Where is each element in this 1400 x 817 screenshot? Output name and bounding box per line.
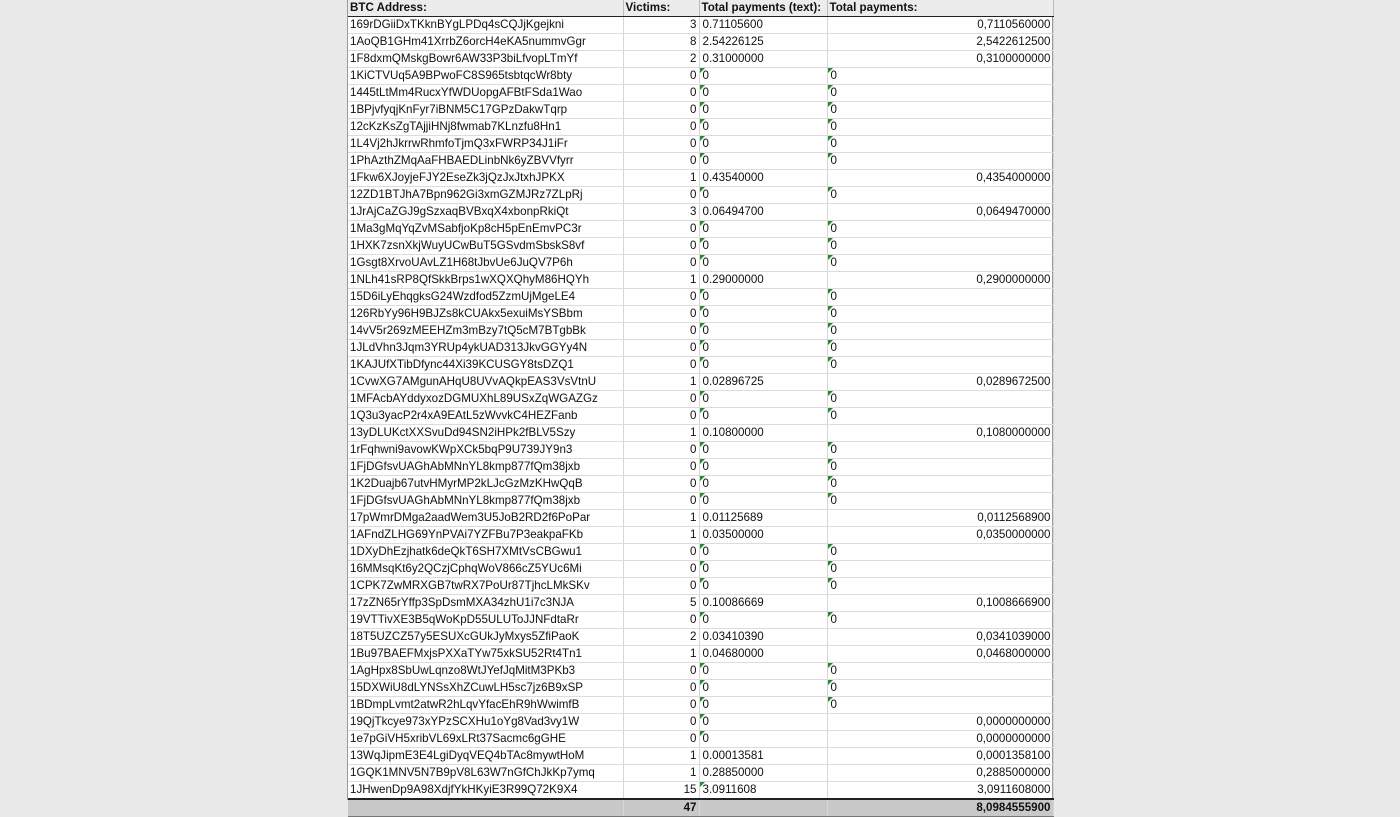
btc-address-cell[interactable]: 1Gsgt8XrvoUAvLZ1H68tJbvUe6JuQV7P6h	[348, 255, 623, 272]
payments-text-cell[interactable]: 0.29000000	[699, 272, 827, 289]
btc-address-cell[interactable]: 1FjDGfsvUAGhAbMNnYL8kmp877fQm38jxb	[348, 459, 623, 476]
victims-cell[interactable]: 0	[623, 578, 699, 595]
btc-address-cell[interactable]: 1K2Duajb67utvHMyrMP2kLJcGzMzKHwQqB	[348, 476, 623, 493]
victims-cell[interactable]: 3	[623, 204, 699, 221]
payments-text-cell[interactable]: 0	[699, 493, 827, 510]
payments-total-cell[interactable]: 0	[827, 680, 1053, 697]
btc-address-cell[interactable]: 15D6iLyEhqgksG24Wzdfod5ZzmUjMgeLE4	[348, 289, 623, 306]
victims-cell[interactable]: 1	[623, 170, 699, 187]
table-row	[348, 663, 1053, 680]
victims-cell[interactable]: 0	[623, 255, 699, 272]
victims-cell[interactable]: 0	[623, 612, 699, 629]
payments-text-cell[interactable]: 0	[699, 153, 827, 170]
victims-cell[interactable]: 0	[623, 357, 699, 374]
table-row	[348, 697, 1053, 714]
payments-text-cell[interactable]: 0	[699, 612, 827, 629]
payments-text-cell[interactable]: 0	[699, 255, 827, 272]
payments-total-cell[interactable]: 0	[827, 238, 1053, 255]
btc-address-cell[interactable]: 1KiCTVUq5A9BPwoFC8S965tsbtqcWr8bty	[348, 68, 623, 85]
payments-text-cell[interactable]: 0	[699, 289, 827, 306]
victims-cell[interactable]: 0	[623, 476, 699, 493]
btc-address-cell[interactable]: 1BPjvfyqjKnFyr7iBNM5C17GPzDakwTqrp	[348, 102, 623, 119]
table-row	[348, 221, 1053, 238]
payments-text-cell[interactable]: 3.0911608	[699, 782, 827, 800]
payments-text-cell[interactable]: 0.03500000	[699, 527, 827, 544]
payments-text-cell[interactable]: 0	[699, 697, 827, 714]
payments-total-cell[interactable]: 0,0341039000	[827, 629, 1053, 646]
victims-cell[interactable]: 5	[623, 595, 699, 612]
table-row	[348, 85, 1053, 102]
table-row	[348, 425, 1053, 442]
table-row	[348, 255, 1053, 272]
payments-total-cell[interactable]: 0	[827, 391, 1053, 408]
table-row	[348, 136, 1053, 153]
payments-total-cell[interactable]: 0	[827, 255, 1053, 272]
table-row	[348, 68, 1053, 85]
payments-total-cell[interactable]: 0	[827, 663, 1053, 680]
victims-cell[interactable]: 0	[623, 187, 699, 204]
payments-text-cell[interactable]: 0	[699, 306, 827, 323]
victims-cell[interactable]: 0	[623, 663, 699, 680]
payments-total-cell[interactable]: 0,0000000000	[827, 714, 1053, 731]
payments-total-cell[interactable]: 0	[827, 459, 1053, 476]
payments-total-cell[interactable]: 0	[827, 68, 1053, 85]
payments-text-cell[interactable]: 0	[699, 578, 827, 595]
victims-cell[interactable]: 1	[623, 527, 699, 544]
payments-total-cell[interactable]: 0,0350000000	[827, 527, 1053, 544]
header-victims[interactable]: Victims:	[623, 0, 699, 17]
btc-address-cell[interactable]: 1e7pGiVH5xribVL69xLRt37Sacmc6gGHE	[348, 731, 623, 748]
payments-total-cell[interactable]: 0,0000000000	[827, 731, 1053, 748]
payments-text-cell[interactable]: 0	[699, 680, 827, 697]
table-row	[348, 748, 1053, 765]
victims-cell[interactable]: 0	[623, 544, 699, 561]
btc-address-cell[interactable]: 1PhAzthZMqAaFHBAEDLinbNk6yZBVVfyrr	[348, 153, 623, 170]
table-row	[348, 34, 1053, 51]
payments-text-cell[interactable]: 0.06494700	[699, 204, 827, 221]
payments-total-cell[interactable]: 0	[827, 306, 1053, 323]
btc-address-cell[interactable]: 1Q3u3yacP2r4xA9EAtL5zWvvkC4HEZFanb	[348, 408, 623, 425]
btc-address-cell[interactable]: 1Ma3gMqYqZvMSabfjoKp8cH5pEnEmvPC3r	[348, 221, 623, 238]
victims-cell[interactable]: 1	[623, 765, 699, 782]
payments-text-cell[interactable]: 0.10086669	[699, 595, 827, 612]
table-row	[348, 204, 1053, 221]
payments-text-cell[interactable]: 0	[699, 391, 827, 408]
victims-cell[interactable]: 1	[623, 646, 699, 663]
payments-total-cell[interactable]: 0	[827, 323, 1053, 340]
payments-total-cell[interactable]: 0	[827, 476, 1053, 493]
table-row	[348, 272, 1053, 289]
victims-cell[interactable]: 0	[623, 680, 699, 697]
payments-text-cell[interactable]: 2.54226125	[699, 34, 827, 51]
table-row	[348, 714, 1053, 731]
table-row	[348, 680, 1053, 697]
victims-cell[interactable]: 1	[623, 374, 699, 391]
victims-cell[interactable]: 0	[623, 102, 699, 119]
table-row	[348, 306, 1053, 323]
btc-address-cell[interactable]: 13WqJipmE3E4LgiDyqVEQ4bTAc8mywtHoM	[348, 748, 623, 765]
spreadsheet	[347, 0, 1053, 814]
btc-address-cell[interactable]: 14vV5r269zMEEHZm3mBzy7tQ5cM7BTgbBk	[348, 323, 623, 340]
payments-text-cell[interactable]: 0.00013581	[699, 748, 827, 765]
victims-total[interactable]: 47	[623, 799, 699, 817]
payments-total-cell[interactable]: 0,7110560000	[827, 17, 1053, 34]
payments-total-cell[interactable]: 0	[827, 187, 1053, 204]
btc-address-cell[interactable]: 1F8dxmQMskgBowr6AW33P3biLfvopLTmYf	[348, 51, 623, 68]
payments-total-cell[interactable]: 0	[827, 85, 1053, 102]
payments-text-cell[interactable]: 0.71105600	[699, 17, 827, 34]
victims-cell[interactable]: 0	[623, 68, 699, 85]
totals-row	[348, 799, 1053, 817]
btc-payments-table	[348, 0, 1054, 817]
payments-total-cell[interactable]: 0	[827, 408, 1053, 425]
payments-total-cell[interactable]: 0	[827, 493, 1053, 510]
btc-address-cell[interactable]: 1KAJUfXTibDfync44Xi39KCUSGY8tsDZQ1	[348, 357, 623, 374]
victims-cell[interactable]: 1	[623, 510, 699, 527]
victims-cell[interactable]: 0	[623, 731, 699, 748]
payments-total-cell[interactable]: 0	[827, 544, 1053, 561]
payments-text-cell[interactable]: 0	[699, 238, 827, 255]
payments-total-cell[interactable]: 0,1080000000	[827, 425, 1053, 442]
payments-text-cell[interactable]: 0.01125689	[699, 510, 827, 527]
table-row	[348, 238, 1053, 255]
payments-total-cell[interactable]: 0	[827, 578, 1053, 595]
payments-text-cell[interactable]: 0	[699, 442, 827, 459]
totals-empty-cell[interactable]	[699, 799, 827, 817]
btc-address-cell[interactable]: 126RbYy96H9BJZs8kCUAkx5exuiMsYSBbm	[348, 306, 623, 323]
payments-text-cell[interactable]: 0	[699, 476, 827, 493]
btc-address-cell[interactable]: 1AgHpx8SbUwLqnzo8WtJYefJqMitM3PKb3	[348, 663, 623, 680]
table-row	[348, 374, 1053, 391]
table-row	[348, 119, 1053, 136]
btc-address-cell[interactable]: 17pWmrDMga2aadWem3U5JoB2RD2f6PoPar	[348, 510, 623, 527]
victims-cell[interactable]: 3	[623, 17, 699, 34]
payments-text-cell[interactable]: 0	[699, 561, 827, 578]
table-body	[348, 17, 1053, 800]
payments-text-cell[interactable]: 0	[699, 731, 827, 748]
payments-total-cell[interactable]: 0	[827, 612, 1053, 629]
payments-text-cell[interactable]: 0	[699, 544, 827, 561]
payments-total-cell[interactable]: 0	[827, 153, 1053, 170]
payments-text-cell[interactable]: 0.03410390	[699, 629, 827, 646]
table-row	[348, 731, 1053, 748]
btc-address-cell[interactable]: 1DXyDhEzjhatk6deQkT6SH7XMtVsCBGwu1	[348, 544, 623, 561]
btc-address-cell[interactable]: 169rDGiiDxTKknBYgLPDq4sCQJjKgejkni	[348, 17, 623, 34]
payments-total-cell[interactable]: 0,0289672500	[827, 374, 1053, 391]
victims-cell[interactable]: 0	[623, 238, 699, 255]
table-row	[348, 357, 1053, 374]
payments-total-cell[interactable]: 0,0649470000	[827, 204, 1053, 221]
table-row	[348, 527, 1053, 544]
payments-text-cell[interactable]: 0	[699, 187, 827, 204]
btc-address-cell[interactable]: 1FjDGfsvUAGhAbMNnYL8kmp877fQm38jxb	[348, 493, 623, 510]
payments-text-cell[interactable]: 0	[699, 714, 827, 731]
victims-cell[interactable]: 0	[623, 153, 699, 170]
payments-total-cell[interactable]: 0,4354000000	[827, 170, 1053, 187]
payments-text-cell[interactable]: 0	[699, 136, 827, 153]
table-row	[348, 459, 1053, 476]
header-total-payments[interactable]: Total payments:	[827, 0, 1053, 17]
payments-total-cell[interactable]: 0	[827, 289, 1053, 306]
payments-text-cell[interactable]: 0.28850000	[699, 765, 827, 782]
btc-address-cell[interactable]: 1Bu97BAEFMxjsPXXaTYw75xkSU52Rt4Tn1	[348, 646, 623, 663]
victims-cell[interactable]: 1	[623, 748, 699, 765]
payments-total-cell[interactable]: 0,0112568900	[827, 510, 1053, 527]
table-row	[348, 408, 1053, 425]
btc-address-cell[interactable]: 15DXWiU8dLYNSsXhZCuwLH5sc7jz6B9xSP	[348, 680, 623, 697]
table-row	[348, 289, 1053, 306]
btc-address-cell[interactable]: 1JHwenDp9A98XdjfYkHKyiE3R99Q72K9X4	[348, 782, 623, 800]
victims-cell[interactable]: 0	[623, 697, 699, 714]
victims-cell[interactable]: 0	[623, 459, 699, 476]
payments-text-cell[interactable]: 0	[699, 408, 827, 425]
victims-cell[interactable]: 15	[623, 782, 699, 800]
victims-cell[interactable]: 0	[623, 714, 699, 731]
table-row	[348, 323, 1053, 340]
payments-total-cell[interactable]: 0,1008666900	[827, 595, 1053, 612]
payments-total-cell[interactable]: 0,2885000000	[827, 765, 1053, 782]
victims-cell[interactable]: 2	[623, 629, 699, 646]
btc-address-cell[interactable]: 1NLh41sRP8QfSkkBrps1wXQXQhyM86HQYh	[348, 272, 623, 289]
btc-address-cell[interactable]: 1AoQB1GHm41XrrbZ6orcH4eKA5nummvGgr	[348, 34, 623, 51]
btc-address-cell[interactable]: 18T5UZCZ57y5ESUXcGUkJyMxys5ZfiPaoK	[348, 629, 623, 646]
header-total-payments-text[interactable]: Total payments (text):	[699, 0, 827, 17]
victims-cell[interactable]: 0	[623, 289, 699, 306]
payments-total-cell[interactable]: 0	[827, 442, 1053, 459]
table-row	[348, 442, 1053, 459]
payments-total-cell[interactable]: 0,2900000000	[827, 272, 1053, 289]
btc-address-cell[interactable]: 19QjTkcye973xYPzSCXHu1oYg8Vad3vy1W	[348, 714, 623, 731]
payments-total-cell[interactable]: 0	[827, 357, 1053, 374]
table-row	[348, 612, 1053, 629]
btc-address-cell[interactable]: 1MFAcbAYddyxozDGMUXhL89USxZqWGAZGz	[348, 391, 623, 408]
payments-text-cell[interactable]: 0	[699, 663, 827, 680]
payments-text-cell[interactable]: 0	[699, 85, 827, 102]
table-row	[348, 51, 1053, 68]
payments-total[interactable]: 8,0984555900	[827, 799, 1053, 817]
payments-total-cell[interactable]: 0	[827, 119, 1053, 136]
payments-total-cell[interactable]: 2,5422612500	[827, 34, 1053, 51]
btc-address-cell[interactable]: 17zZN65rYffp3SpDsmMXA34zhU1i7c3NJA	[348, 595, 623, 612]
payments-text-cell[interactable]: 0	[699, 119, 827, 136]
table-row	[348, 646, 1053, 663]
btc-address-cell[interactable]: 12cKzKsZgTAjjiHNj8fwmab7KLnzfu8Hn1	[348, 119, 623, 136]
payments-text-cell[interactable]: 0	[699, 102, 827, 119]
btc-address-cell[interactable]: 1rFqhwni9avowKWpXCk5bqP9U739JY9n3	[348, 442, 623, 459]
table-row	[348, 153, 1053, 170]
btc-address-cell[interactable]: 1JrAjCaZGJ9gSzxaqBVBxqX4xbonpRkiQt	[348, 204, 623, 221]
table-row	[348, 544, 1053, 561]
table-row	[348, 629, 1053, 646]
victims-cell[interactable]: 0	[623, 340, 699, 357]
header-btc-address[interactable]: BTC Address:	[348, 0, 623, 17]
victims-cell[interactable]: 0	[623, 136, 699, 153]
payments-total-cell[interactable]: 0	[827, 221, 1053, 238]
payments-total-cell[interactable]: 0	[827, 102, 1053, 119]
btc-address-cell[interactable]: 16MMsqKt6y2QCzjCphqWoV866cZ5YUc6Mi	[348, 561, 623, 578]
btc-address-cell[interactable]: 1L4Vj2hJkrrwRhmfoTjmQ3xFWRP34J1iFr	[348, 136, 623, 153]
victims-cell[interactable]: 0	[623, 391, 699, 408]
victims-cell[interactable]: 0	[623, 85, 699, 102]
victims-cell[interactable]: 0	[623, 442, 699, 459]
btc-address-cell[interactable]: 13yDLUKctXXSvuDd94SN2iHPk2fBLV5Szy	[348, 425, 623, 442]
btc-address-cell[interactable]: 1Fkw6XJoyjeFJY2EseZk3jQzJxJtxhJPKX	[348, 170, 623, 187]
btc-address-cell[interactable]: 1AFndZLHG69YnPVAi7YZFBu7P3eakpaFKb	[348, 527, 623, 544]
payments-text-cell[interactable]: 0.43540000	[699, 170, 827, 187]
table-row	[348, 782, 1053, 800]
payments-text-cell[interactable]: 0	[699, 340, 827, 357]
btc-address-cell[interactable]: 1CvwXG7AMgunAHqU8UVvAQkpEAS3VsVtnU	[348, 374, 623, 391]
victims-cell[interactable]: 0	[623, 408, 699, 425]
payments-total-cell[interactable]: 0,0468000000	[827, 646, 1053, 663]
victims-cell[interactable]: 0	[623, 119, 699, 136]
table-row	[348, 476, 1053, 493]
payments-text-cell[interactable]: 0.02896725	[699, 374, 827, 391]
btc-address-cell[interactable]: 12ZD1BTJhA7Bpn962Gi3xmGZMJRz7ZLpRj	[348, 187, 623, 204]
payments-text-cell[interactable]: 0	[699, 221, 827, 238]
victims-cell[interactable]: 0	[623, 306, 699, 323]
btc-address-cell[interactable]: 1HXK7zsnXkjWuyUCwBuT5GSvdmSbskS8vf	[348, 238, 623, 255]
victims-cell[interactable]: 1	[623, 425, 699, 442]
payments-text-cell[interactable]: 0	[699, 357, 827, 374]
payments-total-cell[interactable]: 0	[827, 136, 1053, 153]
table-row	[348, 510, 1053, 527]
btc-address-cell[interactable]: 1445tLtMm4RucxYfWDUopgAFBtFSda1Wao	[348, 85, 623, 102]
table-row	[348, 765, 1053, 782]
header-row	[348, 0, 1053, 17]
payments-total-cell[interactable]: 0	[827, 697, 1053, 714]
btc-address-cell[interactable]: 1CPK7ZwMRXGB7twRX7PoUr87TjhcLMkSKv	[348, 578, 623, 595]
table-row	[348, 187, 1053, 204]
payments-text-cell[interactable]: 0	[699, 459, 827, 476]
payments-total-cell[interactable]: 0,0001358100	[827, 748, 1053, 765]
payments-total-cell[interactable]: 0	[827, 340, 1053, 357]
table-row	[348, 17, 1053, 34]
table-row	[348, 493, 1053, 510]
table-row	[348, 595, 1053, 612]
payments-text-cell[interactable]: 0.31000000	[699, 51, 827, 68]
table-row	[348, 391, 1053, 408]
payments-text-cell[interactable]: 0	[699, 323, 827, 340]
table-row	[348, 170, 1053, 187]
payments-total-cell[interactable]: 0,3100000000	[827, 51, 1053, 68]
payments-total-cell[interactable]: 3,0911608000	[827, 782, 1053, 800]
victims-cell[interactable]: 0	[623, 221, 699, 238]
btc-address-cell[interactable]: 1JLdVhn3Jqm3YRUp4ykUAD313JkvGGYy4N	[348, 340, 623, 357]
payments-total-cell[interactable]: 0	[827, 561, 1053, 578]
table-row	[348, 340, 1053, 357]
victims-cell[interactable]: 0	[623, 323, 699, 340]
table-row	[348, 561, 1053, 578]
payments-text-cell[interactable]: 0.04680000	[699, 646, 827, 663]
totals-label-cell[interactable]	[348, 799, 623, 817]
victims-cell[interactable]: 8	[623, 34, 699, 51]
btc-address-cell[interactable]: 1GQK1MNV5N7B9pV8L63W7nGfChJkKp7ymq	[348, 765, 623, 782]
table-row	[348, 102, 1053, 119]
btc-address-cell[interactable]: 1BDmpLvmt2atwR2hLqvYfacEhR9hWwimfB	[348, 697, 623, 714]
payments-text-cell[interactable]: 0.10800000	[699, 425, 827, 442]
table-row	[348, 578, 1053, 595]
btc-address-cell[interactable]: 19VTTivXE3B5qWoKpD55ULUToJJNFdtaRr	[348, 612, 623, 629]
victims-cell[interactable]: 1	[623, 272, 699, 289]
payments-text-cell[interactable]: 0	[699, 68, 827, 85]
victims-cell[interactable]: 0	[623, 493, 699, 510]
victims-cell[interactable]: 0	[623, 561, 699, 578]
victims-cell[interactable]: 2	[623, 51, 699, 68]
